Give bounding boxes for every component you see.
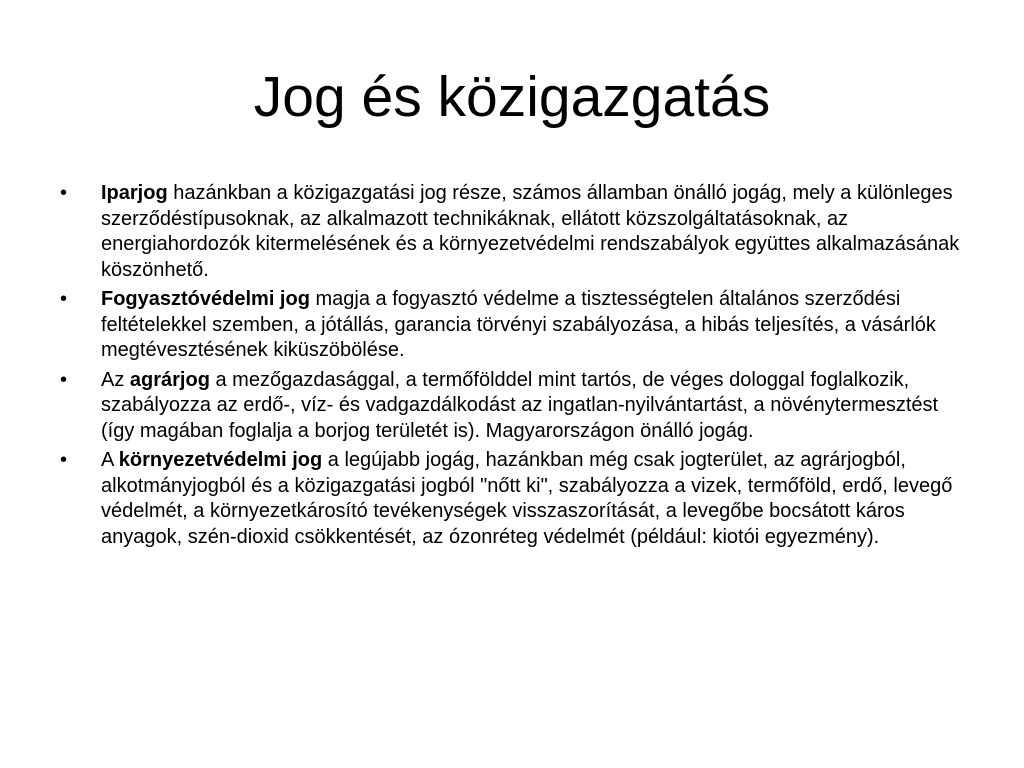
bullet-text [101, 449, 952, 548]
bullet-item-fogyasztovedelmi-jog [60, 287, 970, 364]
bullet-text [101, 369, 938, 442]
bullet-body: a legújabb jogág, hazánkban még csak jogterület, az agrárjogból, alkotmányjogból és a közigazgatási jogból "nőtt ki", szabályozza a vizek, termőföld, erdő, levegő védelmét, a környezetkárosító tevékenységek visszaszorítását, a levegőbe bocsátott káros anyagok, szén-dioxid csökkentését, az ózonréteg védelmét (például: kiotói egyezmény). [101, 449, 953, 548]
bullet-term: Iparjog [101, 182, 168, 204]
bullet-item-agrarjog [60, 368, 970, 445]
bullet-dot-icon: • [60, 288, 68, 310]
bullet-body: a mezőgazdasággal, a termőfölddel mint tartós, de véges dologgal foglalkozik, szabályozza az erdő-, víz- és vadgazdálkodást az ingatlan-nyilvántartást, a növénytermesztést (így magában foglalja a borjog területét is). Magyarországon önálló jogág. [101, 368, 939, 442]
bullet-body: hazánkban a közigazgatási jog része, számos államban önálló jogág, mely a különleges szerződéstípusoknak, az alkalmazott technikáknak, ellátott közszolgáltatásoknak, az energiahordozók kitermelésének és a környezetvédelmi rendszabályok együttes alkalmazásának köszönhető. [101, 182, 960, 281]
bullet-term: agrárjog [129, 368, 210, 391]
bullet-body: magja a fogyasztó védelme a tisztességtelen általános szerződési feltételekkel szemben, a jótállás, garancia törvényi szabályozása, a hibás teljesítés, a vásárlók megtévesztésének kiküszöbölése. [101, 288, 936, 361]
bullet-item-kornyezetvedelmi-jog [60, 448, 970, 550]
bullet-text [101, 182, 959, 281]
bullet-list [60, 181, 970, 554]
bullet-text [101, 288, 936, 361]
bullet-dot-icon: • [60, 449, 68, 471]
bullet-term: Fogyasztóvédelmi jog [101, 288, 310, 310]
bullet-prefix: A [101, 449, 119, 471]
bullet-term: környezetvédelmi jog [118, 449, 323, 471]
slide-title: Jog és közigazgatás [253, 65, 771, 129]
bullet-dot-icon: • [60, 182, 68, 204]
bullet-item-iparjog [60, 181, 970, 283]
bullet-prefix: Az [101, 368, 130, 391]
bullet-dot-icon: • [60, 368, 68, 391]
